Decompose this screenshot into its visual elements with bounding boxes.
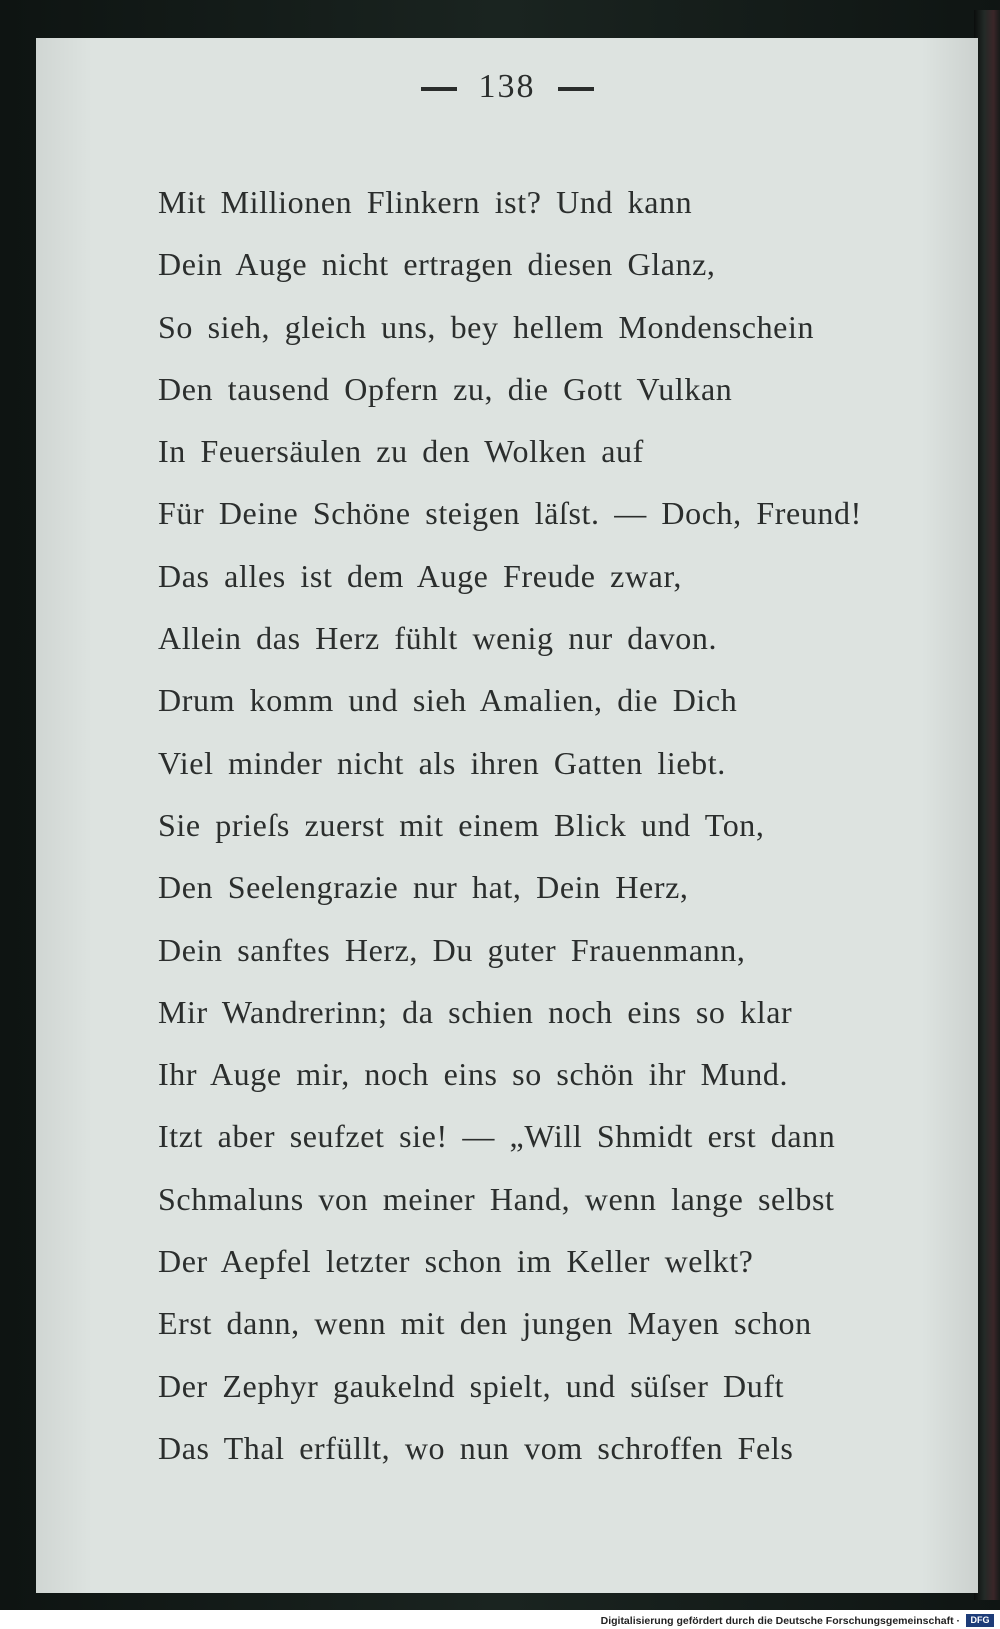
- poem-line: In Feuersäulen zu den Wolken auf: [158, 433, 644, 470]
- poem-line: Erst dann, wenn mit den jungen Mayen schon: [158, 1305, 812, 1342]
- header-dash-right: [558, 87, 594, 91]
- poem-line: Ihr Auge mir, noch eins so schön ihr Mund.: [158, 1056, 789, 1093]
- poem-line: Mir Wandrerinn; da schien noch eins so klar: [158, 993, 793, 1030]
- poem-line: Für Deine Schöne steigen läſst. — Doch, Freund!: [158, 495, 862, 532]
- poem-line: Der Zephyr gaukelnd spielt, und süſser Duft: [158, 1367, 785, 1404]
- poem-text: [158, 171, 958, 1479]
- poem-line: Mit Millionen Flinkern ist? Und kann: [158, 184, 693, 220]
- poem-line: Das Thal erfüllt, wo nun vom schroffen Fels: [158, 1429, 794, 1466]
- page-number: 138: [478, 68, 536, 105]
- poem-line: Allein das Herz fühlt wenig nur davon.: [158, 620, 718, 657]
- poem-line: Den Seelengrazie nur hat, Dein Herz,: [158, 869, 689, 906]
- poem-line: Viel minder nicht als ihren Gatten liebt.: [158, 744, 726, 781]
- poem-line: So sieh, gleich uns, bey hellem Mondenschein: [158, 308, 815, 345]
- book-page: [36, 38, 978, 1593]
- poem-line: Itzt aber seufzet sie! — „Will Shmidt erst dann: [158, 1118, 836, 1155]
- footer-credit: Digitalisierung gefördert durch die Deutsche Forschungsgemeinschaft ·: [600, 1615, 960, 1627]
- poem-line: Den tausend Opfern zu, die Gott Vulkan: [158, 370, 733, 407]
- poem-line: Sie prieſs zuerst mit einem Blick und Ton,: [158, 806, 765, 843]
- poem-line: Schmaluns von meiner Hand, wenn lange selbst: [158, 1180, 835, 1217]
- page-header: [36, 68, 978, 106]
- header-dash-left: [421, 87, 457, 91]
- poem-line: Das alles ist dem Auge Freude zwar,: [158, 557, 683, 594]
- dfg-logo: DFG: [966, 1614, 994, 1627]
- poem-line: Der Aepfel letzter schon im Keller welkt?: [158, 1243, 754, 1280]
- digitization-footer: [0, 1610, 1000, 1629]
- poem-line: Drum komm und sieh Amalien, die Dich: [158, 682, 738, 719]
- poem-line: Dein Auge nicht ertragen diesen Glanz,: [158, 246, 716, 283]
- poem-line: Dein sanftes Herz, Du guter Frauenmann,: [158, 931, 746, 968]
